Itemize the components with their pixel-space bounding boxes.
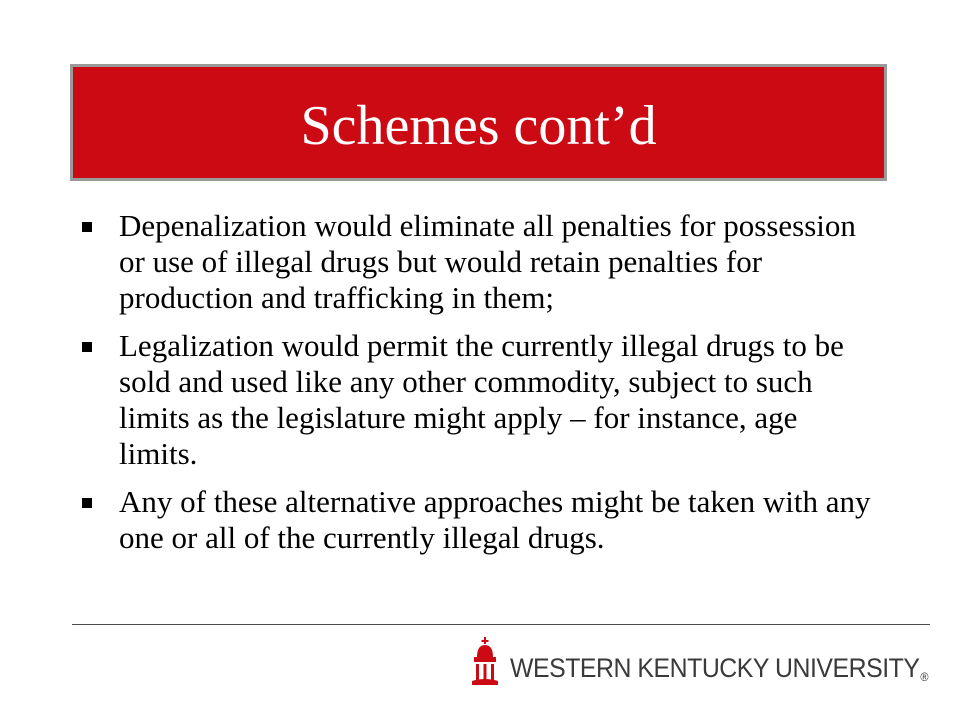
bullet-text: Depenalization would eliminate all penalties for possession or use of illegal drugs but would retain penalties for production and trafficking in them; [119,208,856,315]
bullet-item [82,208,872,316]
bullet-list [82,208,872,568]
bullet-text: Legalization would permit the currently illegal drugs to be sold and used like any other commodity, subject to such limits as the legislature might apply – for instance, age limits. [119,328,844,471]
slide-title: Schemes cont’d [300,94,657,157]
bullet-text: Any of these alternative approaches might be taken with any one or all of the currently illegal drugs. [119,484,871,555]
bullet-item [82,484,872,556]
square-bullet-icon [82,222,92,232]
square-bullet-icon [82,342,92,352]
title-banner [70,64,887,181]
university-logo [470,636,960,690]
registered-mark: ® [920,669,929,684]
cupola-icon [470,637,500,689]
square-bullet-icon [82,498,92,508]
footer-divider [72,624,930,625]
bullet-item [82,328,872,472]
logo-wordmark: WESTERN KENTUCKY UNIVERSITY® [510,652,929,684]
